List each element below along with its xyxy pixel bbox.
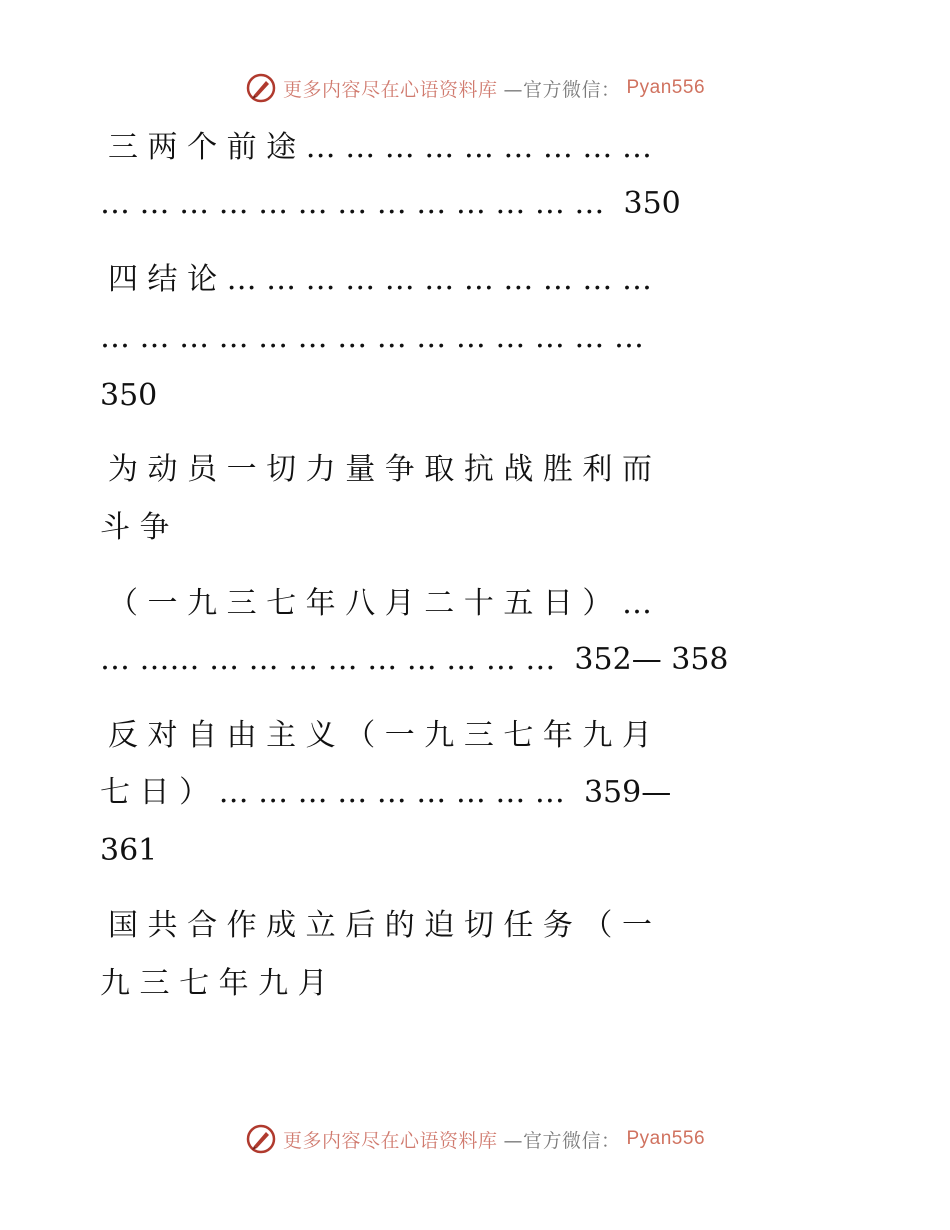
- toc-line-5: 350: [100, 378, 158, 413]
- toc-line-2: … … … … … … … … … … … … … 350: [100, 186, 681, 221]
- toc-line-1: 三 两 个 前 途 … … … … … … … … …: [108, 130, 652, 165]
- watermark-title: 更多内容尽在心语资料库: [282, 1129, 498, 1152]
- watermark-wechat-label: —官方微信：: [503, 1129, 621, 1152]
- watermark-title: 更多内容尽在心语资料库: [282, 78, 498, 101]
- toc-line-12: 361: [100, 833, 158, 868]
- toc-line-7: 斗 争: [100, 510, 170, 545]
- toc-line-4: … … … … … … … … … … … … … …: [100, 320, 644, 355]
- pen-logo-icon: [245, 72, 277, 104]
- toc-line-13: 国 共 合 作 成 立 后 的 迫 切 任 务 （ 一: [108, 908, 652, 943]
- watermark-wechat-id: Pyan556: [626, 1128, 706, 1149]
- watermark-wechat-id: Pyan556: [626, 77, 706, 98]
- watermark-header: [0, 72, 950, 104]
- toc-line-8: （ 一 九 三 七 年 八 月 二 十 五 日 ） …: [108, 586, 652, 621]
- toc-line-11: 七 日 ） … … … … … … … … … 359—: [100, 775, 672, 810]
- watermark-wechat-label: —官方微信：: [503, 78, 621, 101]
- toc-line-3: 四 结 论 … … … … … … … … … … …: [108, 262, 652, 297]
- pen-logo-icon: [245, 1123, 277, 1155]
- toc-line-14: 九 三 七 年 九 月: [100, 966, 328, 1001]
- toc-line-9: … …… … … … … … … … … … 352— 358: [100, 642, 729, 677]
- toc-line-6: 为 动 员 一 切 力 量 争 取 抗 战 胜 利 而: [108, 452, 652, 487]
- toc-line-10: 反 对 自 由 主 义 （ 一 九 三 七 年 九 月: [108, 718, 652, 753]
- watermark-footer: [0, 1123, 950, 1155]
